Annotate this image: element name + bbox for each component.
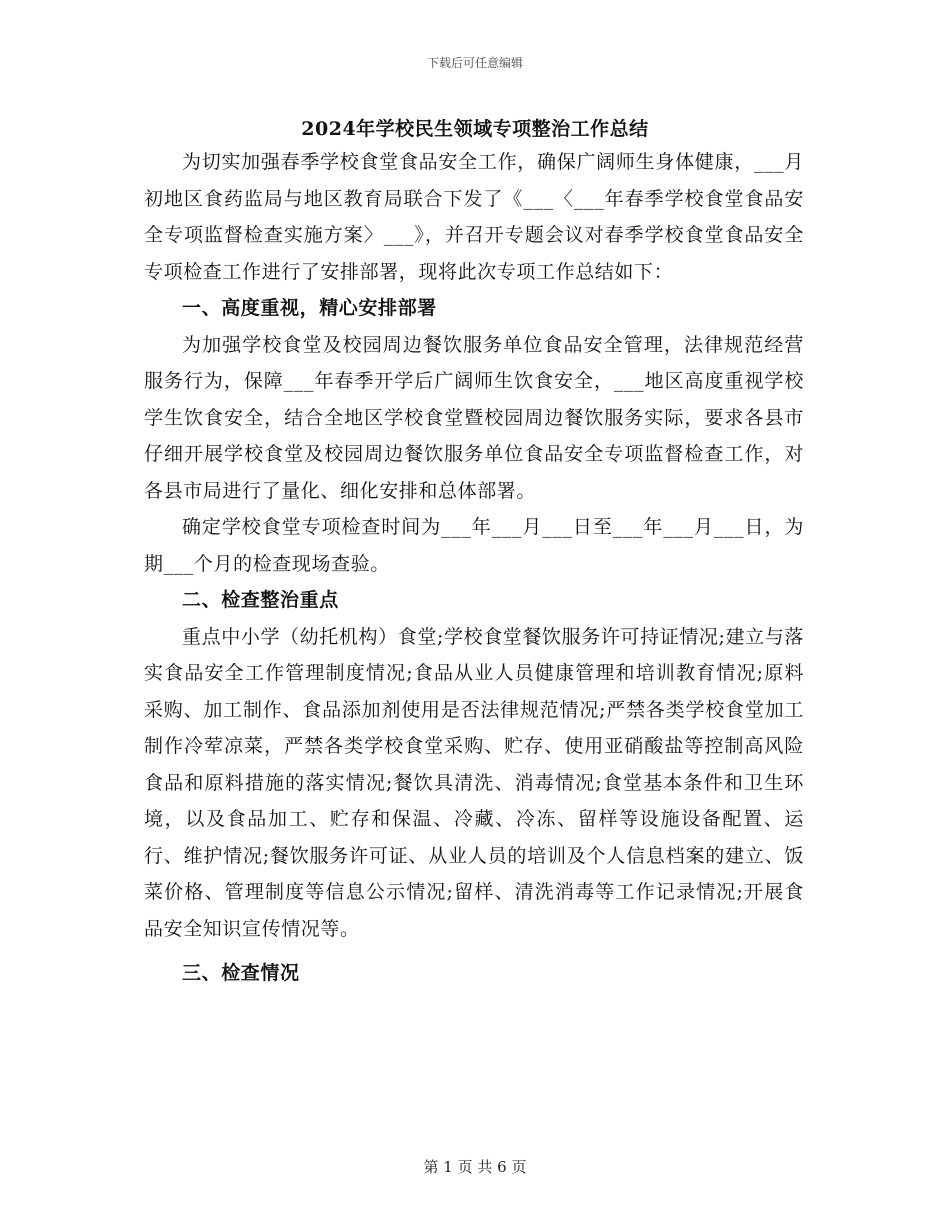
section-2-heading: 二、检查整治重点 xyxy=(182,589,339,611)
section-1-paragraph-1: 为加强学校食堂及校园周边餐饮服务单位食品安全管理，法律规范经营服务行为，保障___年春季开学后广阔师生饮食安全，___地区高度重视学校学生饮食安全，结合全地区学校食堂暨校园周边餐饮服务实际，要求各县市仔细开展学校食堂及校园周边餐饮服务单位食品安全专项监督检查工作，对各县市局进行了量化、细化安排和总体部署。 xyxy=(144,333,804,502)
page-number: 第 1 页 共 6 页 xyxy=(423,1158,527,1176)
section-2-paragraph-1: 重点中小学（幼托机构）食堂;学校食堂餐饮服务许可持证情况;建立与落实食品安全工作管理制度情况;食品从业人员健康管理和培训教育情况;原料采购、加工制作、食品添加剂使用是否法律规范情况;严禁各类学校食堂加工制作冷荤凉菜，严禁各类学校食堂采购、贮存、使用亚硝酸盐等控制高风险食品和原料措施的落实情况;餐饮具清洗、消毒情况;食堂基本条件和卫生环境，以及食品加工、贮存和保温、冷藏、冷冻、留样等设施设备配置、运行、维护情况;餐饮服务许可证、从业人员的培训及个人信息档案的建立、饭菜价格、管理制度等信息公示情况;留样、清洗消毒等工作记录情况;开展食品安全知识宣传情况等。 xyxy=(144,625,804,940)
document-body xyxy=(144,144,804,992)
section-3-heading: 三、检查情况 xyxy=(182,962,300,984)
section-1-paragraph-2: 确定学校食堂专项检查时间为___年___月___日至___年___月___日，为期___个月的检查现场查验。 xyxy=(144,516,804,575)
section-1-heading: 一、高度重视，精心安排部署 xyxy=(182,297,437,319)
document-title: 2024年学校民生领域专项整治工作总结 xyxy=(301,118,649,140)
page-header-note: 下载后可任意编辑 xyxy=(426,56,523,70)
intro-paragraph: 为切实加强春季学校食堂食品安全工作，确保广阔师生身体健康，___月初地区食药监局与地区教育局联合下发了《___〈___年春季学校食堂食品安全专项监督检查实施方案〉___》，并召开专题会议对春季学校食堂食品安全专项检查工作进行了安排部署，现将此次专项工作总结如下： xyxy=(144,151,804,283)
